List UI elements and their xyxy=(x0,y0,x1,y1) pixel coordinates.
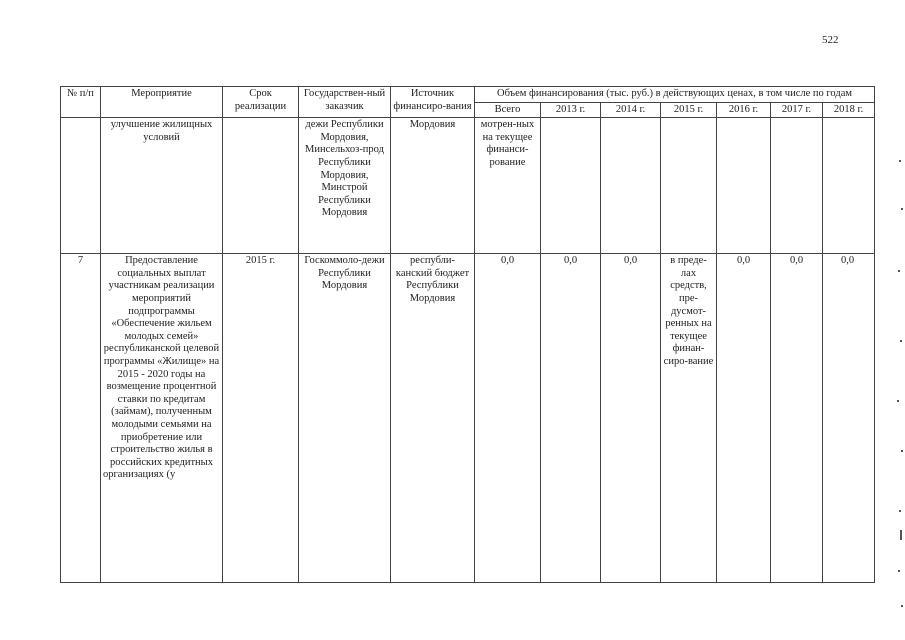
header-year-2017: 2017 г. xyxy=(771,102,823,118)
cell-source: Мордовия xyxy=(391,118,475,254)
cell-2017 xyxy=(771,118,823,254)
cell-term: 2015 г. xyxy=(223,254,299,583)
header-row-1 xyxy=(61,87,875,103)
cell-2013: 0,0 xyxy=(541,254,601,583)
header-year-2016: 2016 г. xyxy=(717,102,771,118)
cell-num xyxy=(61,118,101,254)
cell-2016 xyxy=(717,118,771,254)
header-year-2015: 2015 г. xyxy=(661,102,717,118)
header-event: Мероприятие xyxy=(101,87,223,118)
cell-2015 xyxy=(661,118,717,254)
cell-term xyxy=(223,118,299,254)
cell-2015: в преде-лах средств, пре-дусмот-ренных на текущее финан-сиро-вание xyxy=(661,254,717,583)
page-number: 522 xyxy=(822,34,839,46)
cell-2014: 0,0 xyxy=(601,254,661,583)
cell-2014 xyxy=(601,118,661,254)
cell-customer: Госкоммоло-дежи Республики Мордовия xyxy=(299,254,391,583)
header-num: № п/п xyxy=(61,87,101,118)
cell-customer: дежи Республики Мордовия, Минсельхоз-прод Республики Мордовия, Минстрой Республики Мордовия xyxy=(299,118,391,254)
cell-total: 0,0 xyxy=(475,254,541,583)
cell-2016: 0,0 xyxy=(717,254,771,583)
cell-event: Предоставление социальных выплат участникам реализации мероприятий подпрограммы «Обеспечение жильем молодых семей» республиканской целевой программы «Жилище» на 2015 - 2020 годы на возмещение процентной ставки по кредитам (займам), полученным молодыми семьями на приобретение или строительство жилья в российских кредитных организациях (у xyxy=(101,254,223,583)
cell-total: мотрен-ных на текущее финанси-рование xyxy=(475,118,541,254)
cell-2013 xyxy=(541,118,601,254)
header-year-2014: 2014 г. xyxy=(601,102,661,118)
header-year-2018: 2018 г. xyxy=(823,102,875,118)
cell-source: республи-канский бюджет Республики Мордовия xyxy=(391,254,475,583)
table-row-continuation xyxy=(61,118,875,254)
header-year-2013: 2013 г. xyxy=(541,102,601,118)
cell-2017: 0,0 xyxy=(771,254,823,583)
cell-num: 7 xyxy=(61,254,101,583)
header-term: Срок реализации xyxy=(223,87,299,118)
header-total: Всего xyxy=(475,102,541,118)
header-customer: Государствен-ный заказчик xyxy=(299,87,391,118)
header-source: Источник финансиро-вания xyxy=(391,87,475,118)
cell-2018 xyxy=(823,118,875,254)
table-row-7 xyxy=(61,254,875,583)
header-volume: Объем финансирования (тыс. руб.) в действующих ценах, в том числе по годам xyxy=(475,87,875,103)
cell-2018: 0,0 xyxy=(823,254,875,583)
financing-table xyxy=(60,86,875,583)
cell-event: улучшение жилищных условий xyxy=(101,118,223,254)
scan-edge-noise xyxy=(895,150,905,630)
